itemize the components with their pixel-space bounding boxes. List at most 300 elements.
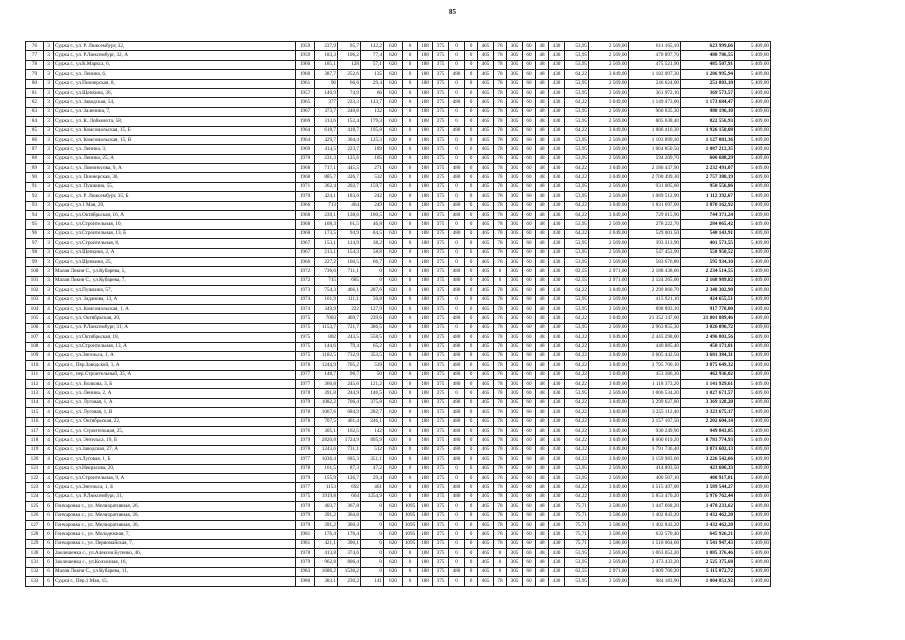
rate-7-cell: 465 — [478, 79, 494, 88]
year-cell: 1968 — [296, 220, 315, 229]
rate-6-cell: 0 — [465, 304, 478, 313]
sum-2-cell: 1 541 947,43 — [681, 539, 735, 548]
address-cell: Суджа г., ул. Р.Люксембург, 32, А — [54, 51, 296, 60]
rate-11-cell: 48 — [536, 530, 549, 539]
rate-1-cell: 620 — [384, 558, 403, 567]
total-rate-cell: 5 409,00 — [735, 511, 771, 520]
rate-5-cell: 0 — [449, 530, 465, 539]
rate-4-cell: 375 — [433, 398, 449, 407]
rate-1-cell: 620 — [384, 333, 403, 342]
rate-8-cell: 78 — [494, 51, 507, 60]
table-row — [26, 558, 771, 567]
rate-10-cell: 60 — [523, 182, 536, 191]
rate-7-cell: 465 — [478, 145, 494, 154]
group-cell: 4 — [44, 436, 54, 445]
unit-rate-cell: 64,22 — [565, 455, 589, 464]
rate-2-cell: 0 — [403, 182, 418, 191]
rate-11-cell: 48 — [536, 502, 549, 511]
tariff-cell: 3 586,00 — [589, 539, 629, 548]
rate-8-cell: 78 — [494, 539, 507, 548]
rate-1-cell: 620 — [384, 239, 403, 248]
rate-5-cell: 480 — [449, 417, 465, 426]
rate-12-cell: 430 — [549, 79, 565, 88]
rate-2-cell: 0 — [403, 164, 418, 173]
group-cell: 3 — [44, 257, 54, 266]
total-area-cell: 161,5 — [315, 464, 338, 473]
total-rate-cell: 5 409,00 — [735, 239, 771, 248]
rate-9-cell: 305 — [507, 229, 523, 238]
rate-12-cell: 430 — [549, 192, 565, 201]
address-cell: Суджа г., ул. Р. Люксембург, 35, Б — [54, 192, 296, 201]
tariff-cell: 2 569,00 — [589, 154, 629, 163]
table-row — [26, 286, 771, 295]
area-b-cell: 512 — [361, 445, 384, 454]
area-a-cell: 711,1 — [338, 267, 361, 276]
area-b-cell: 66,7 — [361, 257, 384, 266]
unit-rate-cell: 53,95 — [565, 464, 589, 473]
area-a-cell: 664 — [338, 492, 361, 501]
table-row — [26, 417, 771, 426]
total-area-cell: 1036,4 — [315, 455, 338, 464]
rate-12-cell: 430 — [549, 333, 565, 342]
rate-11-cell: 48 — [536, 220, 549, 229]
total-rate-cell: 5 409,00 — [735, 276, 771, 285]
rate-9-cell: 305 — [507, 417, 523, 426]
rate-10-cell: 60 — [523, 88, 536, 97]
rate-8-cell: 78 — [494, 145, 507, 154]
group-cell: 4 — [44, 304, 54, 313]
rate-4-cell: 375 — [433, 201, 449, 210]
unit-rate-cell: 53,95 — [565, 239, 589, 248]
rate-6-cell: 0 — [465, 464, 478, 473]
total-rate-cell: 5 409,00 — [735, 211, 771, 220]
rate-8-cell: 78 — [494, 107, 507, 116]
rate-7-cell: 465 — [478, 182, 494, 191]
rate-7-cell: 465 — [478, 398, 494, 407]
tariff-cell: 2 569,00 — [589, 60, 629, 69]
sum-2-cell: 595 934,10 — [681, 257, 735, 266]
unit-rate-cell: 64,22 — [565, 229, 589, 238]
rate-10-cell: 60 — [523, 417, 536, 426]
row-number-cell: 121 — [26, 464, 44, 473]
rate-4-cell: 375 — [433, 145, 449, 154]
unit-rate-cell: 53,95 — [565, 60, 589, 69]
row-number-cell: 125 — [26, 502, 44, 511]
area-b-cell: 57,1 — [361, 60, 384, 69]
rate-6-cell: 0 — [465, 436, 478, 445]
area-b-cell: 29,4 — [361, 79, 384, 88]
rate-1-cell: 620 — [384, 577, 403, 586]
address-cell: Гончаровка с., ул. Мелиоративная, 28, — [54, 511, 296, 520]
table-row — [26, 220, 771, 229]
area-b-cell: 50 — [361, 370, 384, 379]
rate-6-cell: 0 — [465, 483, 478, 492]
rate-6-cell: 0 — [465, 314, 478, 323]
tariff-cell: 3 049,00 — [589, 164, 629, 173]
rate-11-cell: 48 — [536, 276, 549, 285]
page-number: 85 — [449, 8, 456, 16]
rate-12-cell: 430 — [549, 549, 565, 558]
rate-9-cell: 305 — [507, 248, 523, 257]
rate-8-cell: 78 — [494, 455, 507, 464]
tariff-cell: 2 569,00 — [589, 182, 629, 191]
rate-8-cell: 78 — [494, 380, 507, 389]
address-cell: Суджа г., ул.Щепкина, 25, — [54, 257, 296, 266]
rate-3-cell: 188 — [418, 558, 433, 567]
address-cell: Суджа г., ул. Заводская, 54, — [54, 98, 296, 107]
rate-1-cell: 620 — [384, 436, 403, 445]
rate-9-cell: 305 — [507, 173, 523, 182]
total-rate-cell: 5 409,00 — [735, 304, 771, 313]
sum-2-cell: 8 781 774,93 — [681, 436, 735, 445]
sum-2-cell: 2 348 302,90 — [681, 286, 735, 295]
rate-12-cell: 430 — [549, 455, 565, 464]
table-row — [26, 408, 771, 417]
rate-4-cell: 375 — [433, 445, 449, 454]
rate-10-cell: 60 — [523, 220, 536, 229]
address-cell: Суджа г., ул.Октябрьская, 18, — [54, 333, 296, 342]
rate-10-cell: 60 — [523, 211, 536, 220]
rate-4-cell: 375 — [433, 154, 449, 163]
rate-7-cell: 465 — [478, 304, 494, 313]
rate-11-cell: 48 — [536, 248, 549, 257]
rate-1-cell: 620 — [384, 380, 403, 389]
total-area-cell: 144,6 — [315, 342, 338, 351]
tariff-cell: 3 049,00 — [589, 483, 629, 492]
sum-2-cell: 3 369 128,20 — [681, 398, 735, 407]
rate-5-cell: 0 — [449, 135, 465, 144]
row-number-cell: 115 — [26, 408, 44, 417]
rate-7-cell: 465 — [478, 520, 494, 529]
rate-5-cell: 0 — [449, 220, 465, 229]
rate-4-cell: 375 — [433, 98, 449, 107]
table-row — [26, 117, 771, 126]
rate-6-cell: 0 — [465, 473, 478, 482]
area-b-cell: 351,1 — [361, 455, 384, 464]
rate-10-cell: 60 — [523, 154, 536, 163]
rate-12-cell: 430 — [549, 51, 565, 60]
rate-3-cell: 188 — [418, 201, 433, 210]
rate-1-cell: 620 — [384, 417, 403, 426]
rate-8-cell: 78 — [494, 389, 507, 398]
area-a-cell: 469,7 — [338, 314, 361, 323]
unit-rate-cell: 64,22 — [565, 445, 589, 454]
rate-4-cell: 375 — [433, 267, 449, 276]
rate-3-cell: 188 — [418, 351, 433, 360]
rate-10-cell: 60 — [523, 445, 536, 454]
total-area-cell: 305,1 — [315, 427, 338, 436]
total-area-cell: 1082,2 — [315, 398, 338, 407]
address-cell: Суджа г., ул.Пушкина, 57, — [54, 286, 296, 295]
year-cell: 1966 — [296, 201, 315, 210]
rate-8-cell: 78 — [494, 154, 507, 163]
area-b-cell: 127,9 — [361, 304, 384, 313]
area-a-cell: 74,9 — [338, 88, 361, 97]
area-b-cell: 66 — [361, 88, 384, 97]
rate-7-cell: 465 — [478, 42, 494, 51]
year-cell: 1979 — [296, 511, 315, 520]
rate-9-cell: 305 — [507, 286, 523, 295]
rate-10-cell: 60 — [523, 314, 536, 323]
rate-3-cell: 188 — [418, 182, 433, 191]
sum-2-cell: 401 573,55 — [681, 239, 735, 248]
sum-2-cell: 2 232 491,07 — [681, 164, 735, 173]
rate-9-cell: 305 — [507, 408, 523, 417]
row-number-cell: 80 — [26, 79, 44, 88]
area-b-cell: 461 — [361, 483, 384, 492]
year-cell: 1969 — [296, 117, 315, 126]
tariff-cell: 3 049,00 — [589, 417, 629, 426]
sum-1-cell: 2 445 298,00 — [629, 333, 681, 342]
area-a-cell: 128 — [338, 60, 361, 69]
row-number-cell: 102 — [26, 286, 44, 295]
total-rate-cell: 5 409,00 — [735, 164, 771, 173]
unit-rate-cell: 75,71 — [565, 511, 589, 520]
rate-6-cell: 0 — [465, 417, 478, 426]
rate-8-cell: 78 — [494, 42, 507, 51]
group-cell: 4 — [44, 445, 54, 454]
group-cell: 3 — [44, 211, 54, 220]
group-cell: 4 — [44, 314, 54, 323]
year-cell: 1966 — [296, 257, 315, 266]
group-cell: 3 — [44, 192, 54, 201]
rate-5-cell: 480 — [449, 98, 465, 107]
rate-7-cell: 465 — [478, 98, 494, 107]
group-cell: 3 — [44, 98, 54, 107]
total-area-cell: 736,6 — [315, 267, 338, 276]
unit-rate-cell: 62,55 — [565, 267, 589, 276]
rate-9-cell: 305 — [507, 567, 523, 576]
unit-rate-cell: 53,95 — [565, 51, 589, 60]
rate-2-cell: 1095 — [403, 539, 418, 548]
total-area-cell: 717,1 — [315, 164, 338, 173]
address-cell: Суджа г., ул.Щепкина, 36, — [54, 88, 296, 97]
rate-3-cell: 188 — [418, 257, 433, 266]
tariff-cell: 3 049,00 — [589, 173, 629, 182]
total-rate-cell: 5 409,00 — [735, 192, 771, 201]
rate-9-cell: 305 — [507, 473, 523, 482]
rate-4-cell: 375 — [433, 417, 449, 426]
sum-2-cell: 917 770,00 — [681, 304, 735, 313]
unit-rate-cell: 53,95 — [565, 154, 589, 163]
table-row — [26, 304, 771, 313]
rate-12-cell: 430 — [549, 126, 565, 135]
rate-2-cell: 0 — [403, 380, 418, 389]
rate-10-cell: 60 — [523, 267, 536, 276]
rate-10-cell: 60 — [523, 126, 536, 135]
rate-6-cell: 0 — [465, 398, 478, 407]
rate-5-cell: 480 — [449, 314, 465, 323]
area-a-cell: 160,5 — [338, 257, 361, 266]
rate-2-cell: 0 — [403, 42, 418, 51]
rate-10-cell: 60 — [523, 145, 536, 154]
rate-2-cell: 0 — [403, 549, 418, 558]
sum-2-cell: 1 926 150,08 — [681, 126, 735, 135]
total-area-cell: 387,7 — [315, 70, 338, 79]
sum-2-cell: 369 573,57 — [681, 88, 735, 97]
total-area-cell: 421,1 — [315, 539, 338, 548]
area-a-cell: 374,6 — [338, 549, 361, 558]
address-cell: Суджа г., ул. Ленина, 25, А — [54, 154, 296, 163]
tariff-cell: 2 971,00 — [589, 276, 629, 285]
rate-11-cell: 48 — [536, 549, 549, 558]
rate-5-cell: 480 — [449, 567, 465, 576]
rate-5-cell: 0 — [449, 473, 465, 482]
year-cell: 1978 — [296, 417, 315, 426]
sum-1-cell: 453 386,30 — [629, 370, 681, 379]
table-row — [26, 314, 771, 323]
rate-8-cell: 78 — [494, 220, 507, 229]
rate-1-cell: 620 — [384, 539, 403, 548]
rate-3-cell: 188 — [418, 455, 433, 464]
address-cell: Суджа г., ул.Строительная, 9, А — [54, 473, 296, 482]
rate-6-cell: 0 — [465, 530, 478, 539]
rate-10-cell: 60 — [523, 455, 536, 464]
table-row — [26, 398, 771, 407]
rate-1-cell: 620 — [384, 389, 403, 398]
rate-11-cell: 48 — [536, 164, 549, 173]
area-b-cell: 142,2 — [361, 42, 384, 51]
rate-11-cell: 48 — [536, 173, 549, 182]
rate-3-cell: 188 — [418, 464, 433, 473]
sum-2-cell: 1 206 995,94 — [681, 70, 735, 79]
rate-8-cell: 78 — [494, 164, 507, 173]
table-row — [26, 492, 771, 501]
rate-5-cell: 0 — [449, 51, 465, 60]
area-a-cell: 183,6 — [338, 192, 361, 201]
rate-7-cell: 465 — [478, 135, 494, 144]
total-area-cell: 962,8 — [315, 558, 338, 567]
year-cell: 1968 — [296, 211, 315, 220]
rate-6-cell: 0 — [465, 455, 478, 464]
rate-6-cell: 0 — [465, 511, 478, 520]
rate-6-cell: 0 — [465, 333, 478, 342]
area-a-cell: 230,2 — [338, 577, 361, 586]
sum-1-cell: 470 897,70 — [629, 51, 681, 60]
table-row — [26, 257, 771, 266]
rate-5-cell: 480 — [449, 70, 465, 79]
group-cell: 3 — [44, 70, 54, 79]
rate-9-cell: 305 — [507, 201, 523, 210]
address-cell: Суджа г., ул. Волкова, 3, Б — [54, 380, 296, 389]
sum-1-cell: 21 352 147,00 — [629, 314, 681, 323]
rate-1-cell: 620 — [384, 427, 403, 436]
year-cell: 1976 — [296, 427, 315, 436]
rate-5-cell: 480 — [449, 483, 465, 492]
year-cell: 1959 — [296, 51, 315, 60]
row-number-cell: 82 — [26, 98, 44, 107]
area-a-cell: 138,6 — [338, 211, 361, 220]
row-number-cell: 120 — [26, 455, 44, 464]
total-rate-cell: 5 409,00 — [735, 577, 771, 586]
table-row — [26, 211, 771, 220]
sum-2-cell: 744 371,24 — [681, 211, 735, 220]
rate-7-cell: 465 — [478, 211, 494, 220]
group-cell: 4 — [44, 417, 54, 426]
area-a-cell: 464 — [338, 201, 361, 210]
rate-7-cell: 465 — [478, 549, 494, 558]
rate-7-cell: 465 — [478, 351, 494, 360]
rate-11-cell: 48 — [536, 389, 549, 398]
area-a-cell: 685,3 — [338, 455, 361, 464]
area-b-cell: 539 — [361, 361, 384, 370]
tariff-cell: 2 569,00 — [589, 464, 629, 473]
tariff-cell: 2 569,00 — [589, 79, 629, 88]
rate-10-cell: 60 — [523, 473, 536, 482]
rate-2-cell: 0 — [403, 98, 418, 107]
rate-3-cell: 188 — [418, 229, 433, 238]
rate-5-cell: 0 — [449, 577, 465, 586]
rate-12-cell: 430 — [549, 417, 565, 426]
rate-5-cell: 0 — [449, 88, 465, 97]
rate-3-cell: 188 — [418, 380, 433, 389]
rate-1-cell: 620 — [384, 79, 403, 88]
rate-10-cell: 60 — [523, 361, 536, 370]
area-b-cell: 195,8 — [361, 126, 384, 135]
unit-rate-cell: 64,22 — [565, 361, 589, 370]
area-a-cell: 326,7 — [338, 173, 361, 182]
rate-8-cell: 78 — [494, 173, 507, 182]
address-cell: Суджа г., ул. Луговая, 1, А — [54, 398, 296, 407]
area-b-cell: 0 — [361, 267, 384, 276]
rate-4-cell: 375 — [433, 42, 449, 51]
rate-5-cell: 0 — [449, 389, 465, 398]
rate-10-cell: 60 — [523, 351, 536, 360]
group-cell: 4 — [44, 398, 54, 407]
rate-5-cell: 480 — [449, 229, 465, 238]
total-rate-cell: 5 409,00 — [735, 182, 771, 191]
rate-11-cell: 48 — [536, 398, 549, 407]
rate-2-cell: 0 — [403, 295, 418, 304]
rate-3-cell: 188 — [418, 239, 433, 248]
unit-rate-cell: 53,95 — [565, 473, 589, 482]
rate-12-cell: 430 — [549, 42, 565, 51]
area-b-cell: 353,5 — [361, 351, 384, 360]
rate-5-cell: 0 — [449, 79, 465, 88]
year-cell: 1977 — [296, 455, 315, 464]
rate-8-cell: 0 — [494, 267, 507, 276]
row-number-cell: 132 — [26, 567, 44, 576]
rate-2-cell: 0 — [403, 323, 418, 332]
rate-7-cell: 465 — [478, 577, 494, 586]
rate-6-cell: 0 — [465, 257, 478, 266]
rate-12-cell: 430 — [549, 511, 565, 520]
rate-7-cell: 465 — [478, 361, 494, 370]
table-row — [26, 342, 771, 351]
rate-7-cell: 465 — [478, 567, 494, 576]
rate-6-cell: 0 — [465, 60, 478, 69]
sum-2-cell: 2 168 989,82 — [681, 276, 735, 285]
rate-4-cell: 375 — [433, 107, 449, 116]
rate-2-cell: 0 — [403, 257, 418, 266]
row-number-cell: 86 — [26, 135, 44, 144]
area-b-cell: 239,6 — [361, 314, 384, 323]
sum-1-cell: 729 015,90 — [629, 211, 681, 220]
address-cell: Гончаровка с., ул. Молодежная, 7, — [54, 530, 296, 539]
rate-8-cell: 78 — [494, 88, 507, 97]
rate-4-cell: 375 — [433, 211, 449, 220]
area-b-cell: 1254,9 — [361, 492, 384, 501]
row-number-cell: 113 — [26, 389, 44, 398]
rate-5-cell: 0 — [449, 154, 465, 163]
rate-9-cell: 305 — [507, 211, 523, 220]
rate-8-cell: 78 — [494, 417, 507, 426]
total-area-cell: 424,1 — [315, 192, 338, 201]
rate-7-cell: 465 — [478, 492, 494, 501]
sum-1-cell: 611 165,10 — [629, 42, 681, 51]
rate-5-cell: 480 — [449, 492, 465, 501]
sum-1-cell: 2 157 167,50 — [629, 417, 681, 426]
